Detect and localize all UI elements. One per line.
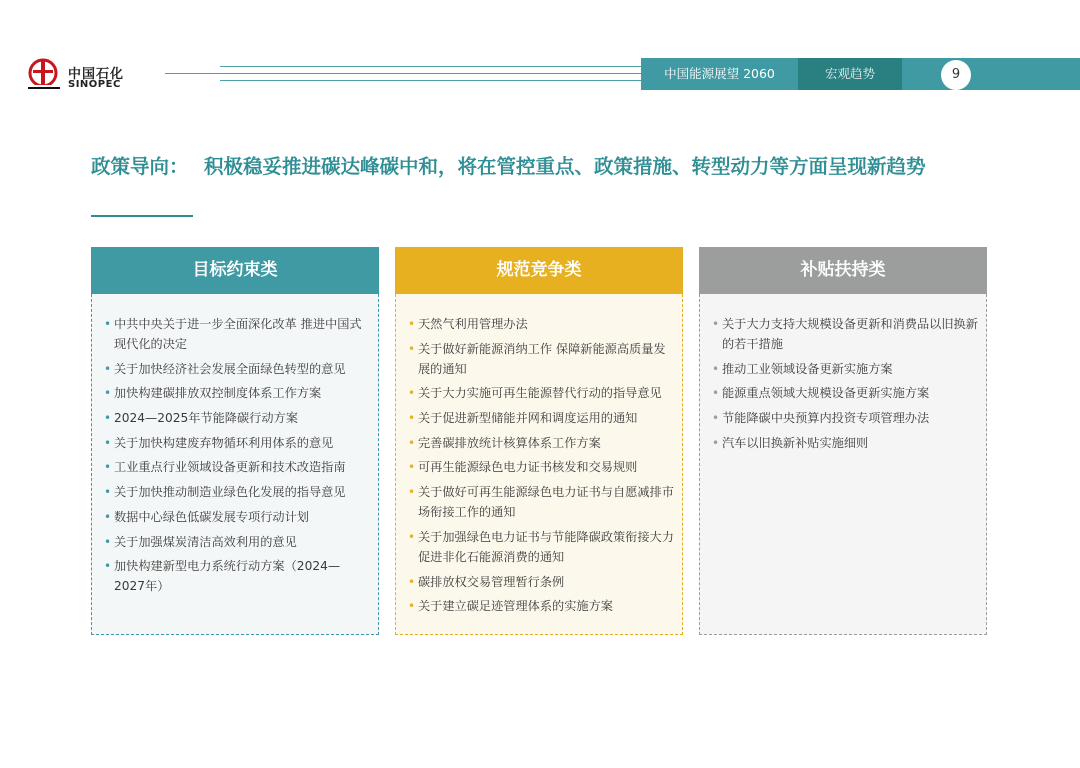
policy-item: • 汽车以旧换新补贴实施细则 [712,433,978,453]
column-heading: 目标约束类 [91,247,379,294]
page-title [91,152,971,181]
column-target-constraints [91,247,379,635]
section-label: 宏观趋势 [798,58,902,90]
policy-item: • 加快构建新型电力系统行动方案（2024—2027年） [104,556,370,596]
column-heading: 补贴扶持类 [699,247,987,294]
policy-item: • 关于大力支持大规模设备更新和消费品以旧换新的若干措施 [712,314,978,354]
policy-item: • 关于做好可再生能源绿色电力证书与自愿减排市场衔接工作的通知 [408,482,674,522]
policy-item: • 工业重点行业领域设备更新和技术改造指南 [104,457,370,477]
header-rule [165,73,641,74]
header-rule [220,80,641,81]
page-number: 9 [941,60,971,90]
page-strip [902,58,1080,90]
policy-item: • 碳排放权交易管理暂行条例 [408,572,674,592]
policy-item: • 关于加强绿色电力证书与节能降碳政策衔接大力促进非化石能源消费的通知 [408,527,674,567]
policy-item: • 天然气利用管理办法 [408,314,674,334]
logo-english-name: SINOPEC [68,79,121,90]
policy-item: • 可再生能源绿色电力证书核发和交易规则 [408,457,674,477]
policy-item: • 关于加快构建废弃物循环利用体系的意见 [104,433,370,453]
policy-item: • 节能降碳中央预算内投资专项管理办法 [712,408,978,428]
policy-item: • 2024—2025年节能降碳行动方案 [104,408,370,428]
title-underline [91,215,193,217]
column-regulated-competition [395,247,683,635]
column-subsidy-support [699,247,987,635]
policy-item: • 关于促进新型储能并网和调度运用的通知 [408,408,674,428]
policy-list [104,314,370,596]
header-rule [220,66,641,67]
title-text: 积极稳妥推进碳达峰碳中和，将在管控重点、政策措施、转型动力等方面呈现新趋势 [204,155,926,178]
policy-item: • 关于做好新能源消纳工作 保障新能源高质量发展的通知 [408,339,674,379]
policy-item: • 关于加快经济社会发展全面绿色转型的意见 [104,359,370,379]
policy-item: • 能源重点领域大规模设备更新实施方案 [712,383,978,403]
column-body [91,294,379,635]
policy-list [408,314,674,616]
policy-item: • 完善碳排放统计核算体系工作方案 [408,433,674,453]
report-title: 中国能源展望 2060 [641,58,798,90]
policy-item: • 关于建立碳足迹管理体系的实施方案 [408,596,674,616]
policy-item: • 推动工业领域设备更新实施方案 [712,359,978,379]
logo-chinese-name: 中国石化 [68,67,125,82]
policy-item: • 关于大力实施可再生能源替代行动的指导意见 [408,383,674,403]
column-body [699,294,987,635]
column-heading: 规范竞争类 [395,247,683,294]
policy-item: • 关于加快推动制造业绿色化发展的指导意见 [104,482,370,502]
policy-list [712,314,978,453]
policy-item: • 数据中心绿色低碳发展专项行动计划 [104,507,370,527]
policy-item: • 关于加强煤炭清洁高效利用的意见 [104,532,370,552]
sinopec-logo-icon [26,58,62,92]
policy-item: • 加快构建碳排放双控制度体系工作方案 [104,383,370,403]
policy-item: • 中共中央关于进一步全面深化改革 推进中国式现代化的决定 [104,314,370,354]
column-body [395,294,683,635]
title-prefix: 政策导向： [91,155,189,178]
